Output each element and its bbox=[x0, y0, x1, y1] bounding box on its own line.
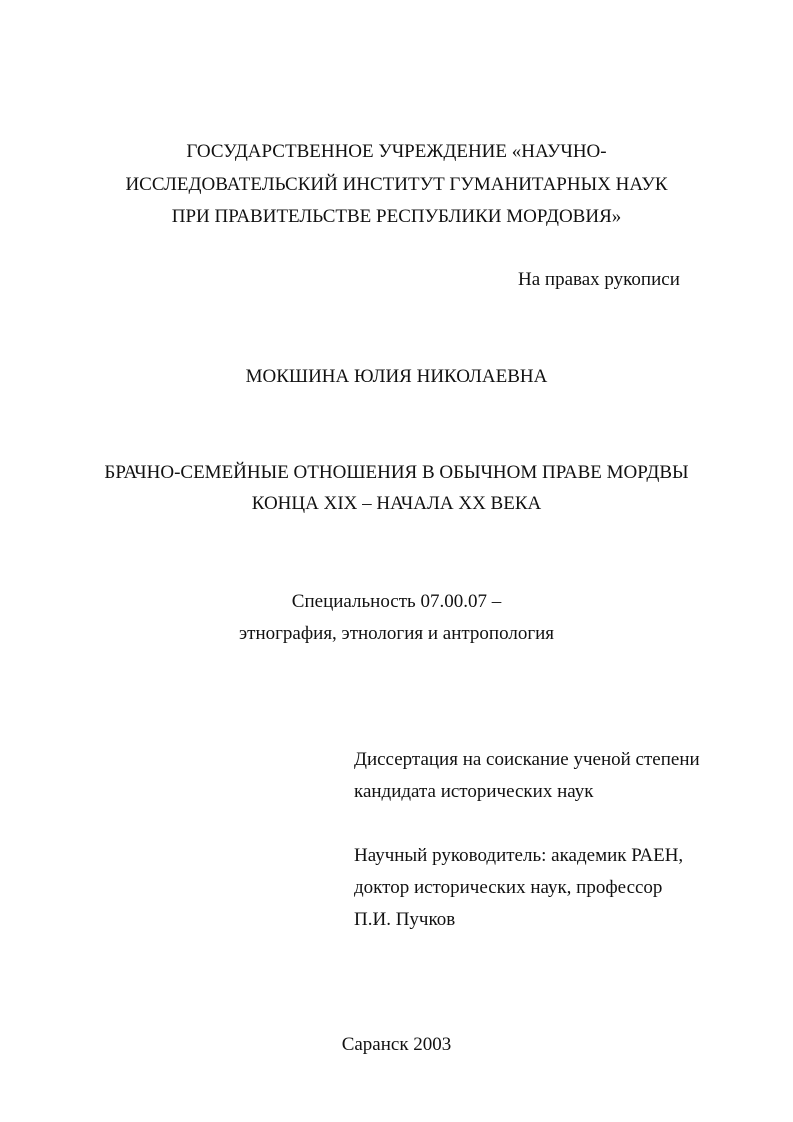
dissertation-line-1: Диссертация на соискание ученой степени bbox=[354, 749, 700, 770]
institution-line-1: ГОСУДАРСТВЕННОЕ УЧРЕЖДЕНИЕ «НАУЧНО- bbox=[186, 141, 607, 162]
supervisor-line-2: доктор исторических наук, профессор bbox=[354, 877, 663, 898]
specialty-line-2: этнография, этнология и антропология bbox=[238, 623, 555, 644]
title-line-2: КОНЦА XIX – НАЧАЛА XX ВЕКА bbox=[251, 493, 542, 514]
dissertation-line-2: кандидата исторических наук bbox=[354, 781, 594, 802]
specialty-line-1: Специальность 07.00.07 – bbox=[291, 591, 502, 612]
supervisor-line-1: Научный руководитель: академик РАЕН, bbox=[354, 845, 684, 866]
place-year: Саранск 2003 bbox=[341, 1034, 452, 1055]
author-name: МОКШИНА ЮЛИЯ НИКОЛАЕВНА bbox=[245, 366, 548, 387]
institution-line-2: ИССЛЕДОВАТЕЛЬСКИЙ ИНСТИТУТ ГУМАНИТАРНЫХ НАУК bbox=[125, 174, 668, 195]
institution-line-3: ПРИ ПРАВИТЕЛЬСТВЕ РЕСПУБЛИКИ МОРДОВИЯ» bbox=[171, 206, 622, 227]
title-line-1: БРАЧНО-СЕМЕЙНЫЕ ОТНОШЕНИЯ В ОБЫЧНОМ ПРАВЕ МОРДВЫ bbox=[104, 462, 689, 483]
supervisor-line-3: П.И. Пучков bbox=[354, 909, 456, 930]
manuscript-note: На правах рукописи bbox=[518, 269, 680, 290]
